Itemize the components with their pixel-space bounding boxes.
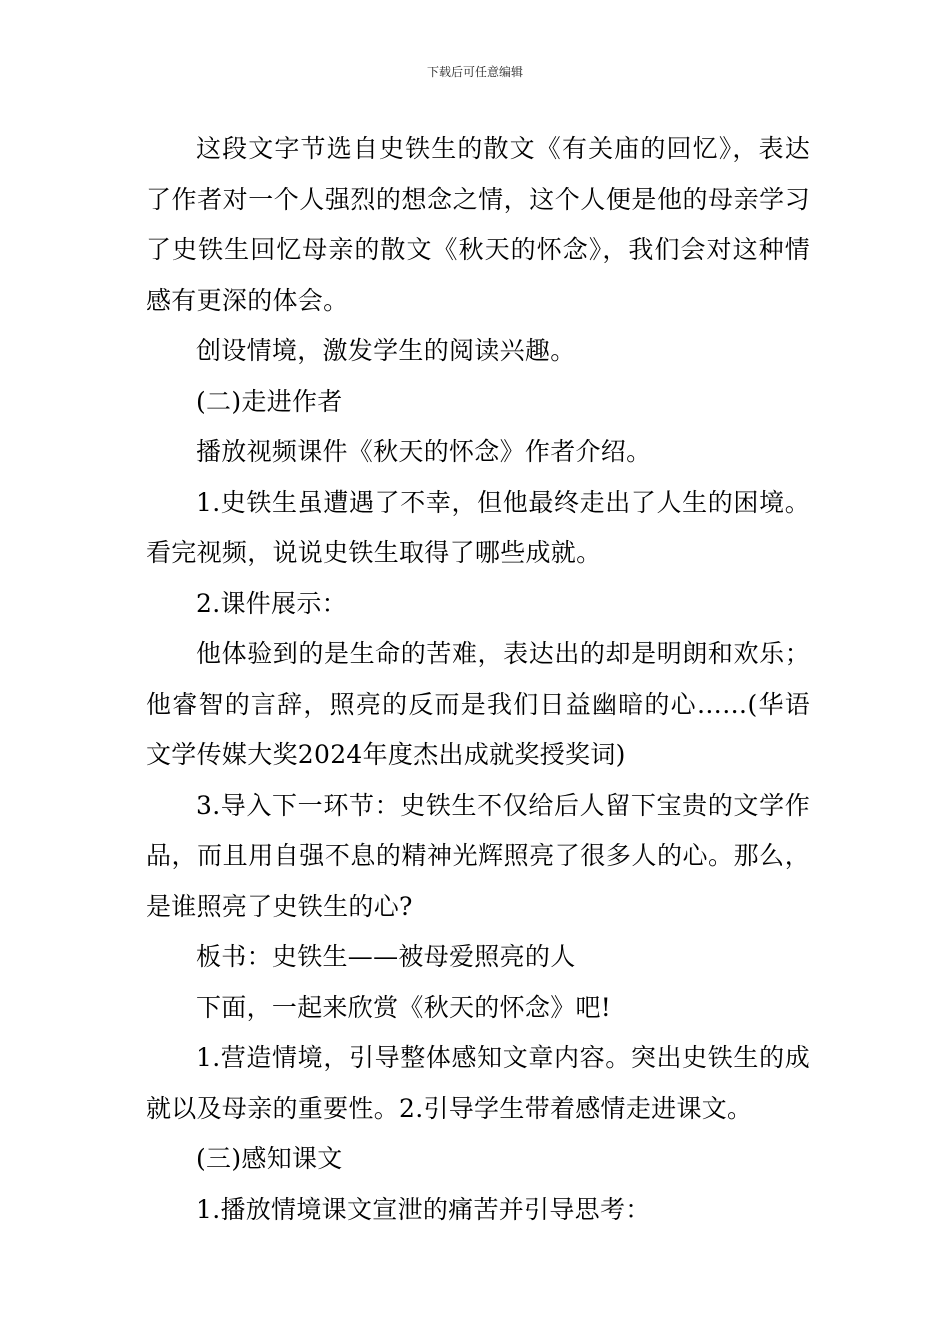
paragraph-award-quote: 他体验到的是生命的苦难，表达出的却是明朗和欢乐；他睿智的言辞，照亮的反而是我们日益幽暗的心……(华语文学传媒大奖2024年度杰出成就奖授奖词) bbox=[146, 639, 810, 769]
paragraph-step-1: 1.史铁生虽遭遇了不幸，但他最终走出了人生的困境。看完视频，说说史铁生取得了哪些成就。 bbox=[146, 487, 810, 567]
paragraph-play-situation: 1.播放情境课文宣泄的痛苦并引导思考： bbox=[196, 1194, 651, 1224]
page-header-note: 下载后可任意编辑 bbox=[426, 65, 523, 79]
paragraph-step-3: 3.导入下一环节：史铁生不仅给后人留下宝贵的文学作品，而且用自强不息的精神光辉照亮了很多人的心。那么，是谁照亮了史铁生的心? bbox=[146, 790, 810, 921]
section-heading-text: (三)感知课文 bbox=[196, 1144, 343, 1173]
paragraph-design-intent: 创设情境，激发学生的阅读兴趣。 bbox=[196, 336, 576, 365]
paragraph-step-2: 2.课件展示： bbox=[196, 588, 347, 618]
document-body bbox=[146, 124, 810, 1235]
paragraph-video-intro: 播放视频课件《秋天的怀念》作者介绍。 bbox=[196, 437, 652, 466]
paragraph-design-notes: 1.营造情境，引导整体感知文章内容。突出史铁生的成就以及母亲的重要性。2.引导学生带着感情走进课文。 bbox=[146, 1043, 810, 1123]
paragraph-blackboard: 板书：史铁生——被母爱照亮的人 bbox=[196, 942, 576, 971]
paragraph-transition: 下面，一起来欣赏《秋天的怀念》吧! bbox=[196, 992, 612, 1022]
section-heading-author: (二)走进作者 bbox=[196, 386, 343, 416]
paragraph-intro: 这段文字节选自史铁生的散文《有关庙的回忆》，表达了作者对一个人强烈的想念之情，这个人便是他的母亲学习了史铁生回忆母亲的散文《秋天的怀念》，我们会对这种情感有更深的体会。 bbox=[146, 134, 810, 315]
